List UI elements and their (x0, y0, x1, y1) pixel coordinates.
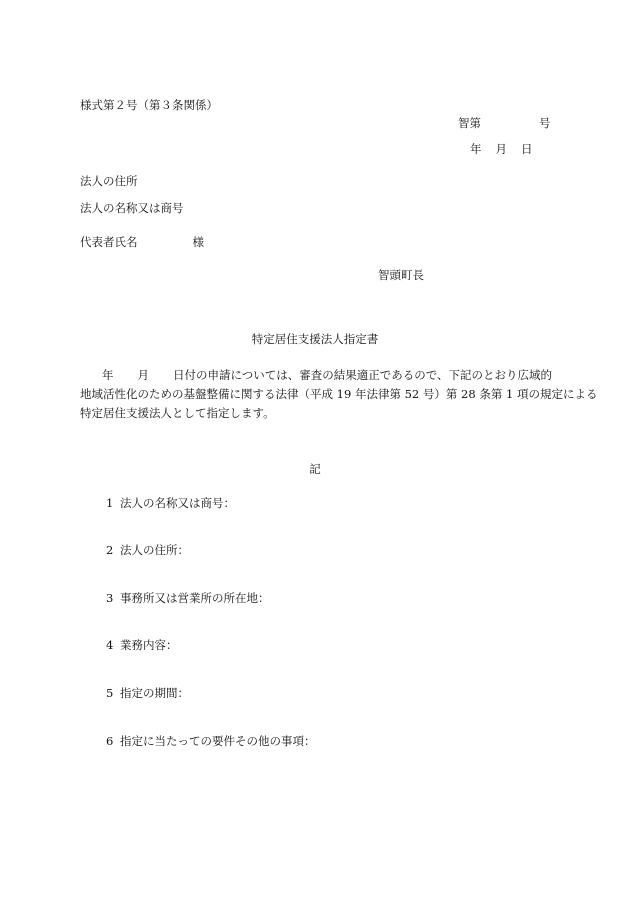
item-number: 2 (106, 543, 114, 557)
recipient-address-label: 法人の住所 (80, 174, 138, 188)
item-number: 3 (106, 591, 114, 605)
item-number: 1 (106, 496, 114, 510)
item-label: 法人の住所： (120, 543, 189, 557)
date-day: 日 (521, 142, 533, 156)
document-number (458, 116, 551, 130)
item-label: 指定の期間： (120, 686, 189, 700)
body-line-2: 地域活性化のための基盤整備に関する法律（平成 19 年法律第 52 号）第 28 条第 1 項の規定による (80, 387, 598, 401)
body-line-1 (80, 366, 553, 385)
item-number: 5 (106, 686, 114, 700)
body-paragraph (80, 366, 598, 423)
representative-line (80, 235, 204, 249)
item-5 (106, 686, 189, 700)
ki-heading: 記 (309, 462, 321, 476)
date-year: 年 (470, 142, 482, 156)
item-label: 事務所又は営業所の所在地： (120, 591, 270, 605)
document-title: 特定居住支援法人指定書 (251, 332, 379, 346)
body-year: 年 (102, 368, 114, 382)
document-number-prefix: 智第 (458, 116, 481, 130)
issuer: 智頭町長 (378, 268, 424, 282)
body-line-3: 特定居住支援法人として指定します。 (80, 406, 275, 420)
item-label: 指定に当たっての要件その他の事項： (120, 734, 316, 748)
recipient-name-label: 法人の名称又は商号 (80, 201, 184, 215)
item-3 (106, 591, 270, 605)
item-6 (106, 734, 316, 748)
item-number: 4 (106, 638, 114, 652)
item-number: 6 (106, 734, 114, 748)
item-label: 業務内容： (120, 638, 178, 652)
document-number-suffix: 号 (539, 116, 551, 130)
item-4 (106, 638, 178, 652)
date-month: 月 (495, 142, 507, 156)
item-2 (106, 543, 189, 557)
representative-label: 代表者氏名 (80, 235, 138, 249)
issue-date (470, 142, 533, 156)
honorific: 様 (192, 235, 204, 249)
body-line-1-rest: 日付の申請については、審査の結果適正であるので、下記のとおり広域的 (173, 368, 553, 382)
item-1 (106, 496, 235, 510)
body-month: 月 (137, 368, 149, 382)
item-label: 法人の名称又は商号： (120, 496, 235, 510)
form-number: 様式第２号（第３条関係） (80, 98, 218, 112)
